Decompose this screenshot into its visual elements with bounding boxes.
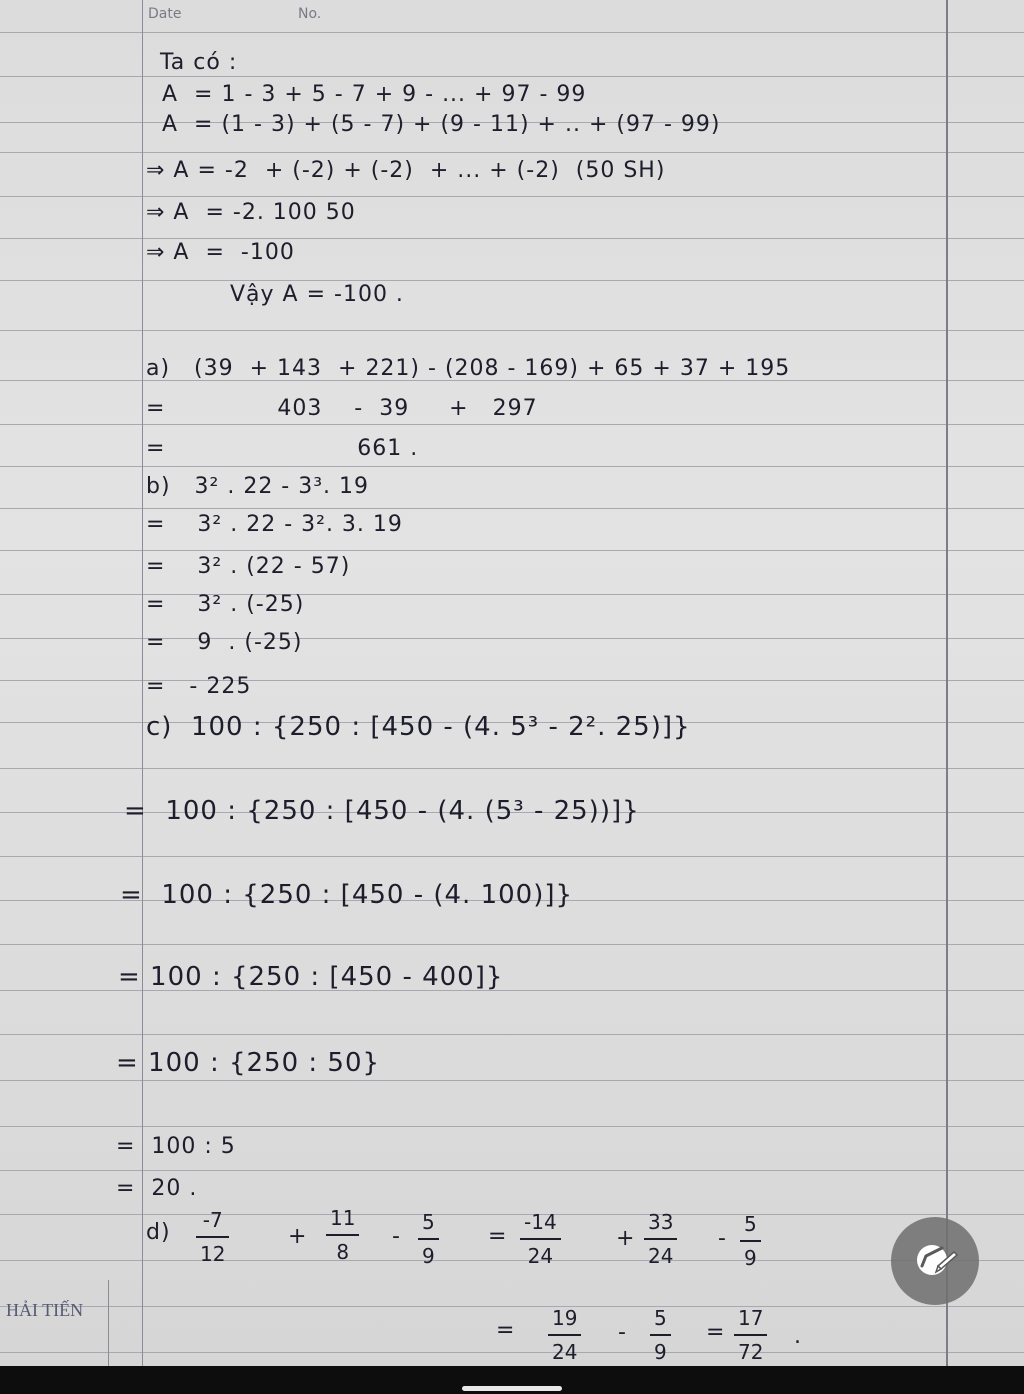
part-a-line-2: = 403 - 39 + 297 — [146, 396, 538, 421]
part-c-line-5: = 100 : {250 : 50} — [116, 1048, 381, 1078]
part-b-line-4: = 3² . (-25) — [146, 592, 305, 617]
fraction-17-72: 17 72 — [734, 1306, 767, 1364]
intro-line-2: A = (1 - 3) + (5 - 7) + (9 - 11) + .. + (97 - 99) — [162, 112, 721, 137]
part-a-line-1: a) (39 + 143 + 221) - (208 - 169) + 65 + 37 + 195 — [146, 356, 791, 381]
part-c-line-7: = 20 . — [116, 1176, 198, 1201]
intro-title: Ta có : — [160, 50, 238, 75]
part-d-label: d) — [146, 1220, 171, 1245]
part-b-line-6: = - 225 — [146, 674, 252, 699]
part-c-line-6: = 100 : 5 — [116, 1134, 236, 1159]
intro-line-5: ⇒ A = -100 — [146, 240, 295, 265]
intro-line-4: ⇒ A = -2. 100 50 — [146, 200, 356, 225]
part-c-line-4: = 100 : {250 : [450 - 400]} — [118, 962, 504, 992]
fraction-neg14-24: -14 24 — [520, 1210, 561, 1268]
part-c-line-2: = 100 : {250 : [450 - (4. (5³ - 25))]} — [124, 796, 640, 826]
part-b-line-5: = 9 . (-25) — [146, 630, 303, 655]
fraction-11-8: 11 8 — [326, 1206, 359, 1264]
edit-button[interactable] — [891, 1217, 979, 1305]
fraction-5-9-b: 5 9 — [740, 1212, 761, 1270]
no-label: No. — [298, 6, 322, 22]
fraction-5-9: 5 9 — [418, 1210, 439, 1268]
fraction-19-24: 19 24 — [548, 1306, 581, 1364]
fraction-neg7-12: -7 12 — [196, 1208, 229, 1266]
part-b-line-2: = 3² . 22 - 3². 3. 19 — [146, 512, 403, 537]
part-a-line-3: = 661 . — [146, 436, 419, 461]
intro-line-3: ⇒ A = -2 + (-2) + (-2) + ... + (-2) (50 SH) — [146, 158, 666, 183]
notebook-page: Date No. Ta có : A = 1 - 3 + 5 - 7 + 9 - ... + 97 - 99 A = (1 - 3) + (5 - 7) + (9 - 11) + .. + (97 - 99) ⇒ A = -2 + (-2) + (-2) + ... + (-2) (50 SH) ⇒ A = -2. 100 50 ⇒ A = -100 Vậy A = -100 . a) (39 + 143 + 221) - (208 - 169) + 65 + 37 + 195 = 403 - 39 + 297 = 661 . b) 3² . 22 - 3³. 19 = 3² . 22 - 3². 3. 19 = 3² . (22 - 57) = 3² . (-25) = 9 . (-25) = - 225 c) 100 : {250 : [450 - (4. 5³ - 2². 25)]} = 100 : {250 : [450 - (4. (5³ - 25))]} = 100 : {250 : [450 - (4. 100)]} = 100 : {250 : [450 - 400]} = 100 : {250 : 50} = 100 : 5 = 20 . d) -7 12 + 11 8 - 5 9 = -14 24 + 33 24 - 5 9 = 19 24 - 5 9 = 17 72 . HẢI TIẾN — [0, 0, 1024, 1366]
part-b-line-3: = 3² . (22 - 57) — [146, 554, 351, 579]
fraction-5-9-c: 5 9 — [650, 1306, 671, 1364]
fraction-33-24: 33 24 — [644, 1210, 677, 1268]
part-c-line-3: = 100 : {250 : [450 - (4. 100)]} — [120, 880, 574, 910]
edit-pen-icon — [910, 1236, 960, 1286]
intro-conclusion: Vậy A = -100 . — [230, 282, 404, 307]
part-b-line-1: b) 3² . 22 - 3³. 19 — [146, 474, 370, 499]
date-label: Date — [148, 6, 182, 22]
part-c-line-1: c) 100 : {250 : [450 - (4. 5³ - 2². 25)]} — [146, 712, 691, 742]
intro-line-1: A = 1 - 3 + 5 - 7 + 9 - ... + 97 - 99 — [162, 82, 587, 107]
home-gesture-bar[interactable] — [462, 1386, 562, 1391]
notebook-brand: HẢI TIẾN — [6, 1300, 84, 1320]
